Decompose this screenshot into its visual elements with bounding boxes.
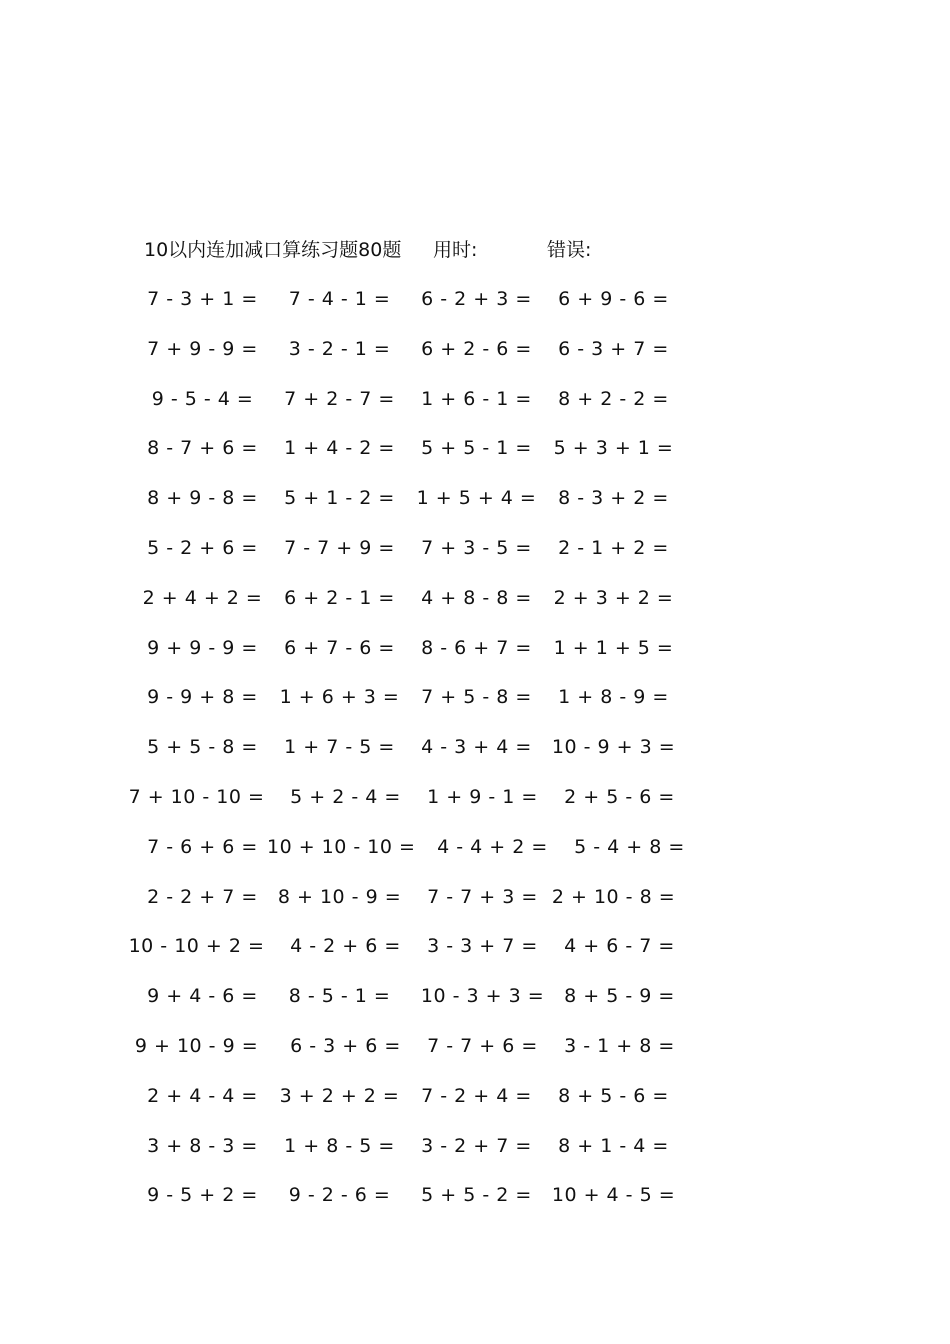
problem-item: 1 + 8 - 5 = — [284, 1134, 395, 1157]
problem-item: 1 + 4 - 2 = — [284, 437, 395, 460]
problem-item: 8 - 7 + 6 = — [147, 437, 258, 460]
problem-row — [120, 682, 680, 732]
problem-item: 2 - 2 + 7 = — [147, 885, 258, 908]
problem-row — [120, 1131, 680, 1181]
problem-item: 2 + 3 + 2 = — [553, 586, 674, 609]
problem-item: 6 - 3 + 6 = — [290, 1034, 401, 1057]
problem-item: 8 - 6 + 7 = — [421, 636, 532, 659]
problem-item: 3 - 2 - 1 = — [288, 337, 391, 360]
problem-item: 3 + 2 + 2 = — [279, 1084, 400, 1107]
problem-item: 1 + 6 + 3 = — [279, 686, 400, 709]
problem-item: 1 + 8 - 9 = — [558, 686, 669, 709]
problem-item: 5 + 3 + 1 = — [553, 437, 674, 460]
problem-item: 9 + 10 - 9 = — [134, 1034, 259, 1057]
problem-item: 6 - 3 + 7 = — [558, 337, 669, 360]
problem-item: 4 + 6 - 7 = — [564, 935, 675, 958]
problem-item: 8 + 5 - 6 = — [558, 1084, 669, 1107]
problem-item: 8 - 5 - 1 = — [288, 985, 391, 1008]
problem-item: 2 + 5 - 6 = — [564, 785, 675, 808]
problem-item: 5 - 4 + 8 = — [574, 835, 685, 858]
problem-item: 9 - 2 - 6 = — [288, 1184, 391, 1207]
error-count-label: 错误: — [547, 239, 592, 261]
problem-item: 8 - 3 + 2 = — [558, 487, 669, 510]
problem-item: 4 + 8 - 8 = — [421, 586, 532, 609]
problem-item: 7 + 5 - 8 = — [421, 686, 532, 709]
problem-item: 2 + 10 - 8 = — [551, 885, 676, 908]
problem-item: 7 + 10 - 10 = — [128, 785, 265, 808]
problem-item: 5 + 1 - 2 = — [284, 487, 395, 510]
problem-row — [120, 384, 680, 434]
problem-item: 4 - 2 + 6 = — [290, 935, 401, 958]
problem-item: 10 + 10 - 10 = — [267, 835, 416, 858]
problem-item: 10 - 3 + 3 = — [420, 985, 545, 1008]
problem-item: 8 + 10 - 9 = — [277, 885, 402, 908]
problem-item: 7 - 3 + 1 = — [147, 288, 258, 310]
problem-item: 6 + 9 - 6 = — [558, 288, 669, 310]
problem-item: 2 - 1 + 2 = — [558, 536, 669, 559]
problem-item: 8 + 9 - 8 = — [147, 487, 258, 510]
problem-item: 2 + 4 + 2 = — [142, 586, 263, 609]
problem-item: 10 - 9 + 3 = — [551, 736, 676, 759]
problem-item: 6 + 2 - 6 = — [421, 337, 532, 360]
problem-row — [120, 583, 680, 633]
problem-item: 10 + 4 - 5 = — [551, 1184, 676, 1207]
problem-item: 1 + 9 - 1 = — [427, 785, 538, 808]
problem-row — [120, 533, 680, 583]
problem-item: 9 + 9 - 9 = — [147, 636, 258, 659]
problem-row — [120, 981, 680, 1031]
problem-row — [120, 1081, 680, 1131]
problem-item: 8 + 2 - 2 = — [558, 387, 669, 410]
problem-item: 3 - 2 + 7 = — [421, 1134, 532, 1157]
problem-row — [120, 782, 680, 832]
problem-grid — [120, 284, 685, 1230]
worksheet-title: 10以内连加减口算练习题80题 — [144, 239, 402, 261]
problem-row — [120, 284, 680, 334]
problem-item: 5 + 5 - 1 = — [421, 437, 532, 460]
problem-row — [120, 1031, 680, 1081]
problem-item: 10 - 10 + 2 = — [128, 935, 265, 958]
problem-item: 1 + 7 - 5 = — [284, 736, 395, 759]
problem-item: 7 - 7 + 6 = — [427, 1034, 538, 1057]
problem-item: 6 + 2 - 1 = — [284, 586, 395, 609]
problem-row — [120, 483, 680, 533]
problem-item: 7 + 2 - 7 = — [284, 387, 395, 410]
problem-item: 7 - 6 + 6 = — [147, 835, 258, 858]
problem-row — [120, 882, 680, 932]
problem-item: 5 + 5 - 2 = — [421, 1184, 532, 1207]
problem-item: 7 - 2 + 4 = — [421, 1084, 532, 1107]
problem-row — [120, 633, 680, 683]
problem-row — [120, 334, 680, 384]
problem-item: 6 + 7 - 6 = — [284, 636, 395, 659]
problem-item: 2 + 4 - 4 = — [147, 1084, 258, 1107]
problem-item: 8 + 5 - 9 = — [564, 985, 675, 1008]
problem-item: 1 + 1 + 5 = — [553, 636, 674, 659]
problem-item: 1 + 5 + 4 = — [416, 487, 537, 510]
problem-item: 9 + 4 - 6 = — [147, 985, 258, 1008]
problem-item: 3 - 3 + 7 = — [427, 935, 538, 958]
problem-item: 9 - 5 - 4 = — [151, 387, 254, 410]
problem-item: 4 - 3 + 4 = — [421, 736, 532, 759]
problem-item: 4 - 4 + 2 = — [437, 835, 548, 858]
problem-item: 7 - 7 + 9 = — [284, 536, 395, 559]
problem-item: 5 + 5 - 8 = — [147, 736, 258, 759]
problem-row — [120, 1180, 680, 1230]
problem-item: 7 + 9 - 9 = — [147, 337, 258, 360]
problem-item: 3 - 1 + 8 = — [564, 1034, 675, 1057]
problem-row — [120, 433, 680, 483]
problem-row — [120, 732, 680, 782]
problem-item: 6 - 2 + 3 = — [421, 288, 532, 310]
problem-item: 5 + 2 - 4 = — [290, 785, 401, 808]
problem-row — [120, 832, 685, 882]
problem-item: 7 - 7 + 3 = — [427, 885, 538, 908]
problem-item: 7 + 3 - 5 = — [421, 536, 532, 559]
problem-item: 3 + 8 - 3 = — [147, 1134, 258, 1157]
problem-item: 1 + 6 - 1 = — [421, 387, 532, 410]
problem-item: 7 - 4 - 1 = — [288, 288, 391, 310]
problem-item: 9 - 9 + 8 = — [147, 686, 258, 709]
problem-item: 5 - 2 + 6 = — [147, 536, 258, 559]
problem-item: 9 - 5 + 2 = — [147, 1184, 258, 1207]
problem-item: 8 + 1 - 4 = — [558, 1134, 669, 1157]
time-used-label: 用时: — [433, 239, 478, 261]
problem-row — [120, 931, 680, 981]
